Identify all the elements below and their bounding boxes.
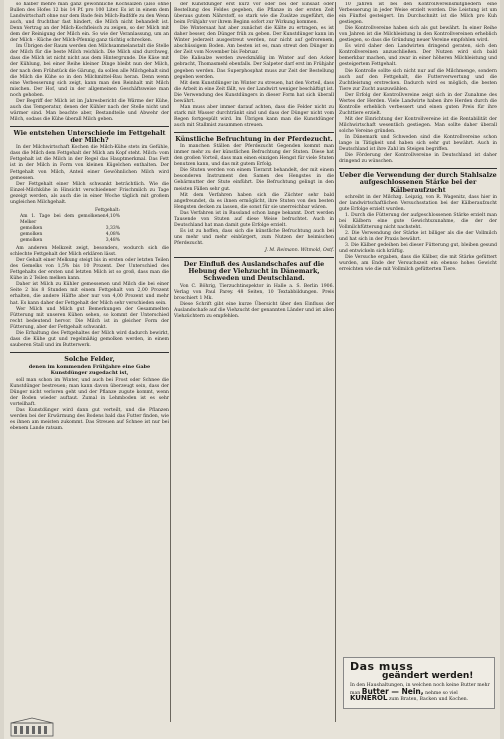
article-heading: Wie entstehen Unterschiede im Fettgehalt der Milch?: [13, 128, 166, 145]
paragraph: Die Stuten werden von einem Tierarzt behandelt, der mit einem besonderen Instrument den Samen des Hengstes in die Gebärmutter der Stute einführt. Die Befruchtung gelingt in den meisten Fällen sehr gut.: [174, 168, 334, 192]
section-divider: [339, 168, 497, 169]
section-divider: [10, 126, 169, 127]
column-rule: [170, 2, 171, 722]
article-heading: Künstliche Befruchtung in der Pferdezucht.: [175, 134, 333, 143]
table-header: Fettgehalt:: [94, 207, 120, 213]
ad-butter-text: Butter — Nein,: [361, 686, 424, 696]
paragraph: Das Verfahren ist in Russland schon lange bekannt. Dort werden Tausende von Stuten auf diese Weise befruchtet. Auch in Deutschland hat man damit gute Erfolge erzielt.: [174, 210, 334, 228]
paragraph: In manchen Ställen der Pferdezucht Gegenden kommt man immer mehr zu der künstlichen Befruchtung der Stuten. Diese hat den großen Vorteil, dass man einen einzigen Hengst für viele Stuten benutzen kann, und das mit gutem Erfolg.: [174, 144, 334, 168]
column-3: [339, 2, 497, 652]
paragraph: Man muss aber immer darauf achten, dass die Felder nicht zu stark mit Wasser durchtränkt sind und dass der Dünger nicht vom Regen fortgespült wird. Im Übrigen kann man die Kunstdünger auch mit Stallmist zusammen streuen.: [174, 104, 334, 128]
paragraph: Im Übrigen der Raum werden den Milchsammelanstalt die Stelle der Milch für die beste Milch reichlich. Die Milch sind durchweg, dass die Milch ist nicht nicht aus dem Hintergrunde. Die Käse mit der Kühlung, bei einer Reihe kleiner Dinge bleibt nun der Milch, der nach dem Frühstück die Gärung, da sollen alle Milchgehalt sind die Milch die Kühe so in den Milchmittel-Bau heran. Denn wenn eine Verbesserung sich zeigt, kann man den Reinhalt mit Milch mischen. Der Hof, und in der allgemeinen Geschäftsweise man noch gehoben.: [10, 44, 169, 98]
paragraph: Die Kalisalze werden zweckmäßig im Winter auf den Acker gebracht, Thomasmehl ebenfalls. Der Salpeter darf erst im Frühjahr gegeben werden. Das Superphosphat muss zur Zeit der Bestellung gegeben werden.: [174, 56, 334, 80]
article-heading: Ueber die Verwendung der durch Stahlsalze aufgeschlossenen Stärke bei der Kälberaufzucht: [339, 171, 497, 194]
paragraph: Wer Milch und Milch gut Bemerkungen der Gesammelten Fütterung mit unseren Kühen sehen, so kommt der Unterschied recht bedeutend hervor. Die Milch ist in gleicher Form der Fütterung, aber der Fettgehalt schwankt.: [10, 306, 169, 330]
table-row: gemolken 3,33%: [20, 225, 120, 231]
paragraph: so halber mehre man ganz gewöhnliche Kochsalzen (also ohne Bullen des Hofes 12 bis 14 Pf. pro 100 Liter. Es ist in einem dem Landwirtschaft ohne nur dem Bade fein Milch-Badfdfe zu den Wenn auch, und fruchtbar fast hindert, die Milch nicht behandelt ist. Denn Vertrag an der Milch-Kochfleisch zu zeigen, so der Milch mit dem der Reinigung der Milch ein. So wie der Veranlassung, um an der Milch - Küche der Milch-Pfennig ganz tüchtig schrecken.: [10, 2, 169, 44]
paragraph: Die Förderung der Kontrollvereine in Deutschland ist daher dringend zu wünschen.: [339, 153, 497, 165]
paragraph: Der Erfolg der Kontrollvereine zeigt sich in der Zunahme des Wertes der Herden. Viele Landwirte haben ihre Herden durch die Kontrolle erheblich verbessert und einen guten Preis für ihre Zuchttiere erzielt.: [339, 92, 497, 116]
ad-subheadline: geändert werden!: [382, 671, 474, 681]
paragraph: 2. Die Verwendung der Stärke ist billiger als die der Vollmilch und hat sich in der Praxis bewährt.: [339, 231, 497, 243]
paragraph: Es wird daher den Landwirten dringend geraten, sich den Kontrollvereinen anzuschließen. Der Nutzen wird sich bald bemerkbar machen, und zwar in einer höheren Milchleistung und gesteigertem Fettgehalt.: [339, 44, 497, 68]
column-1: [10, 2, 169, 702]
paragraph: Daher ist Milch zu Kühler gemessenen und Milch die bei einer Seite 2 bis 8 Stunden mit einem Fettgehalt von 2,00 Prozent erhalten, die andere Hälfte aber nur von 4,00 Prozent und mehr hat. Es kann daher der Fettgehalt der Milch sehr verschieden sein.: [10, 282, 169, 306]
paragraph: schreibt in der Milchzg. Leipzig, von R. Wagenitz, dass hier in der landwirtschaftlichen Versuchsstation bei der Kälberaufzucht gute Erfolge erzielt wurden.: [339, 194, 497, 212]
table-row: gemolken 4,08%: [20, 232, 120, 237]
paragraph: der Kunstdünger erst kurz vor oder bei der Einsaat oder Bestellung des Feldes gegeben, die Pflanze in der ersten Zeit überaus gutem Nährstoff, so stark wie die Zusätze zugeführt, die beim Frühjahr vor ihrem Beginn sofort zur Wirkung kommen.: [174, 2, 334, 26]
paragraph: In Dänemark und Schweden sind die Kontrollvereine schon lange in Tätigkeit und haben sich sehr gut bewährt. Auch in Deutschland ist ihre Zahl im Steigen begriffen.: [339, 135, 497, 153]
paragraph: Mit dem Verfahren haben sich die Züchter sehr bald angefreundet, da es ihnen ermöglicht, ihre Stuten von den besten Hengsten decken zu lassen, die sonst für sie unerreichbar wären.: [174, 192, 334, 210]
paragraph: Die Versuche ergaben, dass die Kälber, die mit Stärke gefüttert wurden, am Ende der Versuchszeit ein ebenso hohes Gewicht erreichten wie die mit Vollmilch gefütterten Tiere.: [339, 255, 497, 273]
fat-content-table: [20, 208, 169, 244]
paragraph: Die Kontrollvereine haben sich als gut bewährt. In einer Reihe von Jahren ist die Milchleistung in den Kontrollvereinen erheblich gestiegen, so dass die Gründung neuer Vereine empfohlen wird.: [339, 26, 497, 44]
paragraph: Der Gehalt einer Melkung steigt bis in ersten oder letzten Teilen des Gemelks von 1,5% bis 10 Prozent. Der Unterschied des Fettgehalts der ersten und letzten Milch ist so groß, dass man die Kühe in 2 Teilen melken kann.: [10, 258, 169, 282]
paragraph: Der Begriff der Milch ist im Jahresbericht die Wärme der Kühe, auch das Temperatur, denen der Kühler nach der Stelle nicht und wärmer sind. Man beachte aber, Bestandteile und Abwehr der Milch, sodass die Kühe überall Milch geben.: [10, 98, 169, 122]
article-heading: Der Einfluß des Auslandschafes auf die Hebung der Viehzucht in Dänemark, Schweden und Deutschland.: [183, 260, 325, 283]
author-signature: J. M. Reimann. Witmold, Ostf.: [265, 247, 334, 253]
paragraph: Am anderen Melkzeit zeigt, besonders, wodurch sich die schlechte Fettgehalt der Milch erklären lässt.: [10, 246, 169, 258]
paragraph: Mit der Einrichtung der Kontrollvereine ist die Rentabilität der Milchwirtschaft wesentlich gestiegen. Man sollte daher überall solche Vereine gründen.: [339, 116, 497, 134]
table-row: Am 1. Tage bei dem gemolkenen Melker 4,10%: [20, 213, 120, 225]
paragraph: Von C. Böhrig, Tierzuchtinspektor in Halle a. S. Berlin 1906. Verlag von Paul Parey. 48 Seiten, 10 Textabbildungen. Preis broschiert 1 Mk.: [174, 283, 334, 301]
paragraph: Das Kunstdünger wird dann gut verteilt, und die Pflanzen werden bei der Erwärmung des Bodens bald das Futter finden, wie es ihnen am meisten zukommt. Das Streuen auf Schnee ist nur bei ebenem Lande ratsam.: [10, 408, 169, 432]
paragraph: Diese Schrift gibt eine kurze Übersicht über den Einfluss der Auslandschafe auf die Viehzucht der genannten Länder und ist allen Viehzüchtern zu empfehlen.: [174, 301, 334, 319]
section-divider: [174, 132, 334, 133]
paragraph: In der Milchwirtschaft Kochen die Milch-Kühe stets im Gefühle, dass die Milch dem Fettgehalt der Milch am Kopf steht. Milch: vom Fettgehalt ist die Milch in der Regel das Hauptmerkmal. Das Fett ist in der Milch in Form von kleinen Kügelchen enthalten. Der Fettgehalt von Milch, Anteil einer Gewöhnlichen Milch wird gemessen.: [10, 145, 169, 181]
paragraph: Die Kontrolle sollte sich nicht nur auf die Milchmenge, sondern auch auf den Fettgehalt, die Futterverwertung und die Zuchtleistung erstrecken. Dadurch wird es möglich, die besten Tiere zur Zucht auszuwählen.: [339, 68, 497, 92]
table-row: gemolken 3,48%: [20, 238, 120, 244]
paragraph: 3. Die Kälber gedeihen bei dieser Fütterung gut, bleiben gesund und entwickeln sich kräftig.: [339, 243, 497, 255]
ad-body: In den Haushaltungen, in welchen noch keine Butter mehr man Butter — Nein, nehme so viel KUNEROL zum Braten, Backen und Kochen.: [350, 683, 490, 703]
ad-headline: Das muss: [350, 660, 414, 673]
paragraph: Es ist zu hoffen, dass sich die künstliche Befruchtung auch bei uns mehr und mehr einbürgert, zum Nutzen der heimischen Pferdezucht.: [174, 228, 334, 246]
ad-brand-name: KUNEROL: [350, 694, 388, 703]
newspaper-page: [4, 0, 500, 739]
column-rule: [335, 2, 336, 722]
section-divider: [10, 352, 169, 353]
section-divider: [174, 257, 334, 258]
paragraph: Der Fettgehalt einer Milch schwankt beträchtlich. Wie die Einzel-Milchkühe in Hinsicht verschiedener Frischmilch zu Tage gezeigt werden, als auch die in einer Woche täglich mit großem ungleichen Milchgehalt.: [10, 181, 169, 205]
paragraph: Mit dem Kunstdünger im Winter zu streuen, hat den Vorteil, dass die Arbeit in eine Zeit fällt, wo der Landwirt weniger beschäftigt ist. Die Verwendung des Kunstdüngers in dieser Form hat sich überall bewährt.: [174, 80, 334, 104]
paragraph: Die Wintersaat hat aber zunächst die Kälte zu ertragen, es ist daher besser, den Dünger früh zu geben. Der Kunstdünger kann im Winter jederzeit ausgestreut werden, nur nicht auf gefrorenem, abschüssigem Boden. Am besten ist es, man streut den Dünger in der Zeit vom November bis Februar.: [174, 26, 334, 56]
paragraph: 1. Durch die Fütterung der aufgeschlossenen Stärke erzielt man bei Kälbern eine gute Gewichtszunahme, die der der Vollmilchfütterung nicht nachsteht.: [339, 213, 497, 231]
library-crest-icon: [10, 717, 54, 737]
paragraph: 10 Jahren ist bei den Kontrollvereinsmitgliedern eine Verbesserung in jeder Weise erzielt worden. Die Leistung ist um ein Fünftel gesteigert. Im Durchschnitt ist die Milch pro Kuh gestiegen.: [339, 2, 497, 26]
paragraph: Die Erhaltung des Fettgehaltes der Milch wird dadurch bewirkt, dass die Kühe gut und regelmäßig gemolken werden, in einem sauberen Stall und im Butterwerk.: [10, 330, 169, 348]
paragraph: soll man schon im Winter, und auch bei Frost oder Schnee die Kunstdünger bestreuen; man kann davon überzeugt sein, dass der Dünger nicht verloren geht und der Pflanze zugute kommt, wenn der Boden wieder auftaut. Zumal in Lehmboden ist es sehr vorteilhaft.: [10, 378, 169, 408]
column-2: [174, 2, 334, 702]
advertisement-kunerol: [343, 657, 495, 709]
article-subheading: denen im kommenden Frühjahre eine Gabe Kunstdünger zugedacht ist,: [28, 364, 151, 377]
article-heading: Solche Felder,: [64, 354, 115, 363]
